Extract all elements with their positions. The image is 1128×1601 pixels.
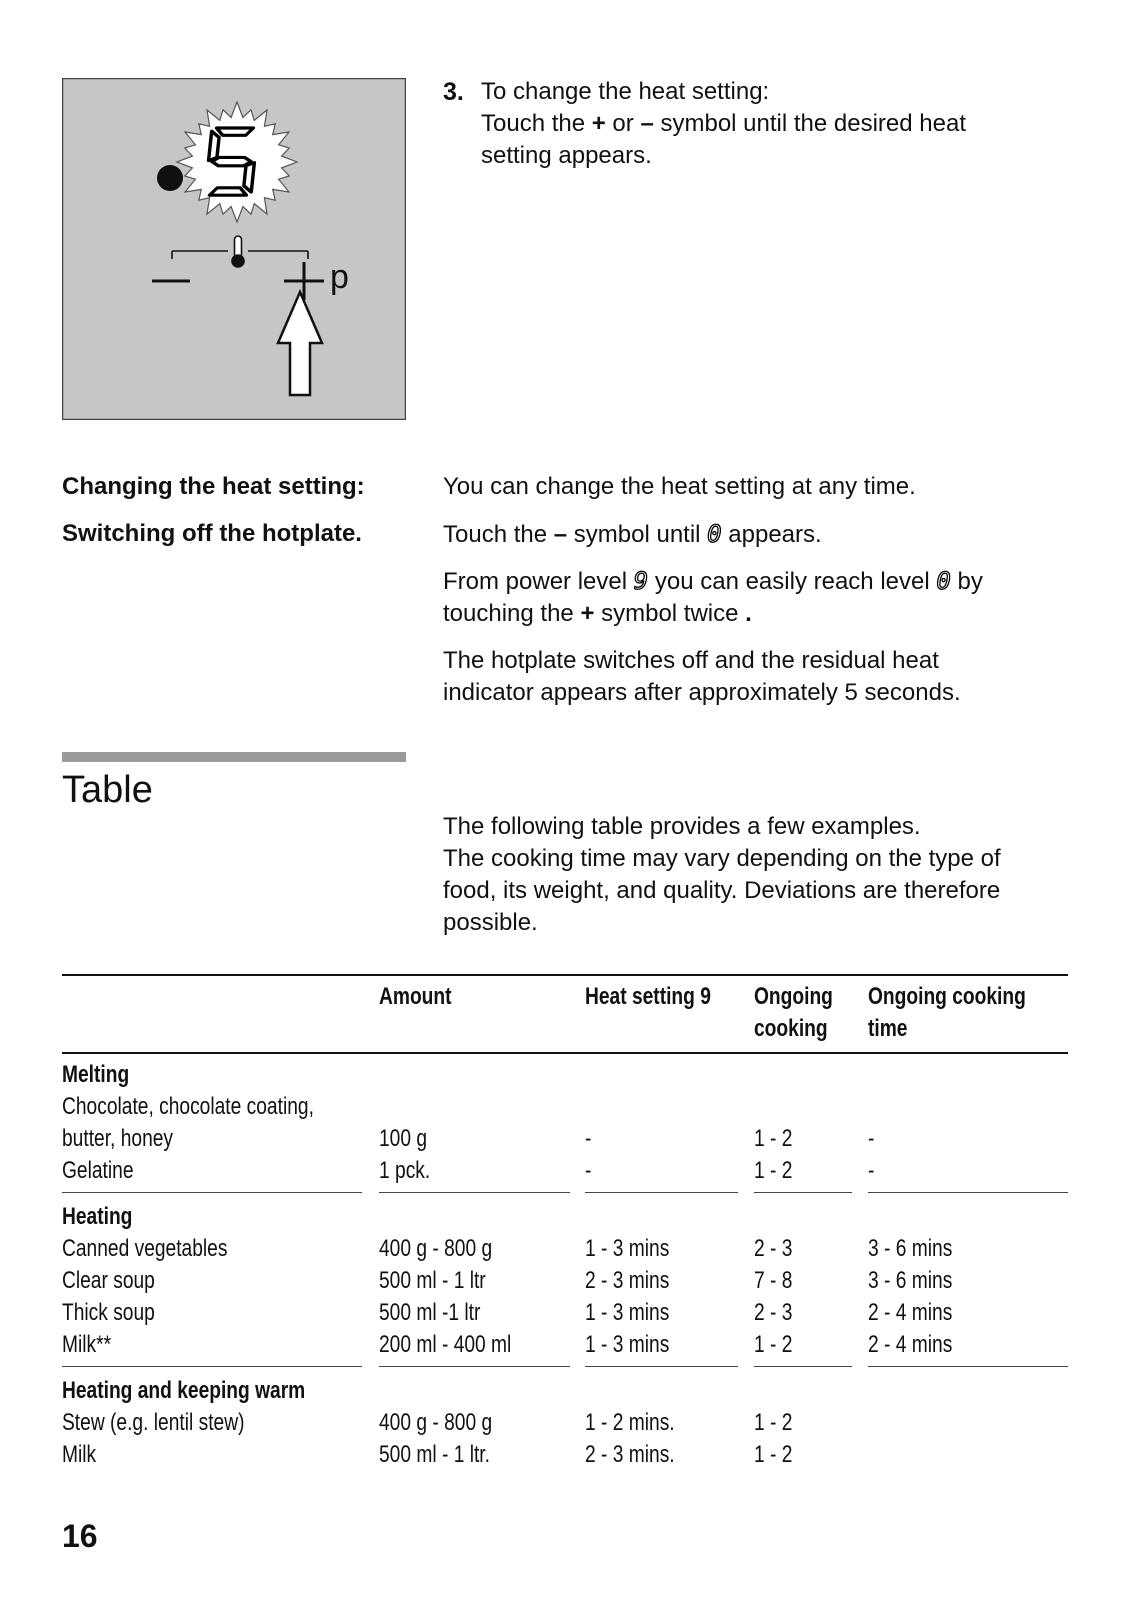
table-row: [62, 1297, 1068, 1329]
table-cell: [379, 1155, 585, 1187]
separator-cell: [868, 1192, 1068, 1193]
table-cell-text: 500 ml - 1 ltr: [379, 1267, 486, 1294]
table-group-title: [62, 1201, 662, 1233]
table-cell: [754, 1155, 868, 1187]
table-cell: [754, 1091, 868, 1123]
table-header-text: Ongoing cooking: [868, 983, 1026, 1010]
table-cell: [754, 1297, 868, 1329]
separator-line: [754, 1192, 852, 1193]
table-cell: [585, 1265, 754, 1297]
separator-line: [379, 1192, 570, 1193]
minus-symbol: –: [553, 521, 568, 548]
display-digit-glyph: 0: [936, 567, 951, 595]
period-symbol: .: [745, 600, 752, 627]
table-group: [62, 1193, 1068, 1367]
table-cell: [754, 1329, 868, 1361]
paragraph-line: The following table provides a few examples.: [443, 813, 921, 840]
table-cell: [62, 1265, 379, 1297]
table-cell-text: 2 - 3: [754, 1235, 793, 1262]
table-group-title-row: [62, 1059, 1068, 1091]
separator-cell: [754, 1366, 868, 1367]
table-cell: [62, 1329, 379, 1361]
text-fragment: touching the: [443, 600, 581, 627]
table-cell: [868, 1091, 1068, 1123]
table-cell-text: 2 - 3 mins.: [585, 1441, 675, 1468]
table-cell: [62, 1407, 379, 1439]
table-cell: [754, 1265, 868, 1297]
table-cell: [379, 1233, 585, 1265]
separator-cell: [585, 1192, 754, 1193]
paragraph-change-any-time: [443, 471, 916, 503]
page-number: 16: [62, 1518, 98, 1554]
paragraph-line: The hotplate switches off and the residual heat: [443, 647, 939, 674]
separator-line: [868, 1366, 1068, 1367]
table-cell: [585, 1297, 754, 1329]
table-cell: [585, 1155, 754, 1187]
table-cell: [585, 1407, 754, 1439]
separator-line: [379, 1366, 570, 1367]
group-separator: [62, 1192, 1068, 1193]
table-header-text: Amount: [379, 983, 452, 1010]
group-separator: [62, 1366, 1068, 1367]
table-cell: [62, 1439, 379, 1471]
table-cell: [62, 1297, 379, 1329]
separator-cell: [585, 1366, 754, 1367]
table-cell: [379, 1123, 585, 1155]
control-panel-illustration: [62, 78, 406, 420]
table-cell-text: 7 - 8: [754, 1267, 793, 1294]
table-cell-text: -: [868, 1125, 875, 1152]
table-group-title-text: Melting: [62, 1061, 130, 1088]
table-header-text: Ongoing: [754, 983, 833, 1010]
table-cell: [754, 1123, 868, 1155]
separator-cell: [62, 1366, 379, 1367]
table-cell-text: 1 - 2: [754, 1157, 793, 1184]
table-cell-text: 3 - 6 mins: [868, 1267, 953, 1294]
separator-line: [868, 1192, 1068, 1193]
table-cell-text: 2 - 4 mins: [868, 1331, 953, 1358]
paragraph-switch-off: [443, 518, 822, 551]
paragraph-line: [443, 565, 983, 598]
table-cell-text: Thick soup: [62, 1299, 155, 1326]
separator-line: [585, 1366, 738, 1367]
table-header-cell: [754, 981, 868, 1045]
table-cell: [868, 1233, 1068, 1265]
text-fragment: by: [950, 568, 983, 595]
plus-symbol: +: [580, 600, 595, 627]
separator-line: [754, 1366, 852, 1367]
table-cell-text: 1 - 2 mins.: [585, 1409, 675, 1436]
table-header-text: cooking: [754, 1015, 828, 1042]
table-cell: [868, 1297, 1068, 1329]
table-cell-text: 100 g: [379, 1125, 428, 1152]
table-group-title: [62, 1059, 662, 1091]
table-cell-text: 1 pck.: [379, 1157, 431, 1184]
plus-symbol: +: [591, 110, 606, 137]
table-group-title-row: [62, 1375, 1068, 1407]
paragraph-line: [443, 518, 822, 551]
table-cell: [868, 1155, 1068, 1187]
section-title: Table: [62, 769, 153, 811]
table-cell: [585, 1123, 754, 1155]
separator-cell: [379, 1366, 585, 1367]
table-row: [62, 1439, 1068, 1471]
table-cell: [379, 1439, 585, 1471]
table-cell: [379, 1329, 585, 1361]
table-row: [62, 1155, 1068, 1187]
table-cell-text: 2 - 3 mins: [585, 1267, 670, 1294]
table-cell-text: 400 g - 800 g: [379, 1409, 493, 1436]
paragraph-line: indicator appears after approximately 5 seconds.: [443, 679, 961, 706]
separator-cell: [754, 1192, 868, 1193]
text-fragment: From power level: [443, 568, 634, 595]
table-cell: [62, 1233, 379, 1265]
text-fragment: Touch the: [443, 521, 554, 548]
table-cell: [868, 1407, 1068, 1439]
table-cell-text: 1 - 3 mins: [585, 1235, 670, 1262]
table-header-text: [585, 1013, 754, 1045]
table-cell-text: 500 ml -1 ltr: [379, 1299, 481, 1326]
paragraph-shortcut: [443, 565, 983, 630]
step-line: [481, 108, 966, 140]
table-group-title-text: Heating: [62, 1203, 133, 1230]
text-fragment: symbol until: [567, 521, 708, 548]
table-cell: [379, 1297, 585, 1329]
table-header-cell: [868, 981, 1068, 1045]
text-fragment: Touch the: [481, 110, 592, 137]
power-boost-label: p: [330, 258, 349, 296]
text-fragment: or: [605, 110, 641, 137]
table-cell-text: Chocolate, chocolate coating,: [62, 1093, 314, 1120]
table-cell: [868, 1329, 1068, 1361]
table-cell: [585, 1091, 754, 1123]
table-group-title-row: [62, 1201, 1068, 1233]
table-cell-text: 1 - 2: [754, 1125, 793, 1152]
table-row: [62, 1233, 1068, 1265]
table-cell-text: Milk: [62, 1441, 97, 1468]
table-cell-text: Clear soup: [62, 1267, 155, 1294]
step-number: 3.: [443, 78, 464, 106]
text-fragment: appears.: [721, 521, 822, 548]
step-title: To change the heat setting:: [481, 78, 770, 105]
text-fragment: you can easily reach level: [648, 568, 937, 595]
display-segment-f: [209, 131, 220, 160]
table-header-text: [379, 1013, 585, 1045]
table-cell-text: -: [585, 1157, 592, 1184]
paragraph-line: You can change the heat setting at any time.: [443, 473, 916, 500]
table-cell-text: 2 - 4 mins: [868, 1299, 953, 1326]
table-group-title: [62, 1375, 662, 1407]
table-cell: [868, 1439, 1068, 1471]
table-cell-text: 1 - 2: [754, 1441, 793, 1468]
paragraph-line: The cooking time may vary depending on the type of: [443, 845, 1001, 872]
table-cell-text: butter, honey: [62, 1125, 174, 1152]
table-cell: [62, 1155, 379, 1187]
table-cell-text: -: [868, 1157, 875, 1184]
minus-symbol: –: [640, 110, 654, 137]
label-changing-heat-setting: Changing the heat setting:: [62, 473, 365, 500]
table-cell-text: 500 ml - 1 ltr.: [379, 1441, 490, 1468]
table-cell: [868, 1265, 1068, 1297]
separator-line: [585, 1192, 738, 1193]
separator-cell: [868, 1366, 1068, 1367]
table-header-cell: [379, 981, 585, 1045]
table-cell: [754, 1233, 868, 1265]
separator-line: [62, 1366, 362, 1367]
table-cell: [379, 1265, 585, 1297]
table-group-title-text: Heating and keeping warm: [62, 1377, 306, 1404]
table-cell: [585, 1439, 754, 1471]
table-cell: [754, 1439, 868, 1471]
table-cell-text: Milk**: [62, 1331, 112, 1358]
label-switching-off: Switching off the hotplate.: [62, 520, 362, 547]
table-cell-text: 1 - 3 mins: [585, 1331, 670, 1358]
display-segment-a: [216, 128, 254, 135]
table-row: [62, 1265, 1068, 1297]
table-cell: [754, 1407, 868, 1439]
separator-cell: [379, 1192, 585, 1193]
section-rule: [62, 752, 406, 762]
table-cell-text: 400 g - 800 g: [379, 1235, 493, 1262]
table-row: [62, 1329, 1068, 1361]
table-cell-text: 2 - 3: [754, 1299, 793, 1326]
table-header-cell-empty: [62, 981, 379, 1045]
table-cell: [379, 1091, 585, 1123]
display-digit-glyph: 0: [707, 520, 722, 548]
paragraph-line: [443, 598, 983, 630]
table-header-text: Heat setting 9: [585, 983, 711, 1010]
table-cell: [379, 1407, 585, 1439]
table-cell-text: Gelatine: [62, 1157, 134, 1184]
table-cell-text: 1 - 2: [754, 1331, 793, 1358]
table-cell: [62, 1123, 379, 1155]
cooking-table: [62, 974, 1068, 1471]
table-header-text: time: [868, 1015, 908, 1042]
table-cell: [868, 1123, 1068, 1155]
separator-line: [62, 1192, 362, 1193]
display-segment-c: [243, 163, 254, 192]
table-cell-text: Canned vegetables: [62, 1235, 228, 1262]
paragraph-line: food, its weight, and quality. Deviations are therefore: [443, 877, 1001, 904]
table-cell-text: Stew (e.g. lentil stew): [62, 1409, 245, 1436]
paragraph-residual-heat: [443, 645, 961, 709]
step-line: setting appears.: [481, 142, 652, 169]
step-text: [481, 76, 966, 172]
heat-indicator-dot-icon: [157, 165, 183, 191]
text-fragment: symbol twice: [594, 600, 746, 627]
table-row: [62, 1091, 1068, 1123]
table-row: [62, 1123, 1068, 1155]
table-cell: [585, 1329, 754, 1361]
paragraph-line: possible.: [443, 909, 538, 936]
table-cell-text: 3 - 6 mins: [868, 1235, 953, 1262]
table-row: [62, 1407, 1068, 1439]
table-cell: [585, 1233, 754, 1265]
table-cell-text: 1 - 3 mins: [585, 1299, 670, 1326]
table-header: [62, 974, 1068, 1054]
table-cell-text: 200 ml - 400 ml: [379, 1331, 512, 1358]
table-header-cell: [585, 981, 754, 1045]
table-cell: [62, 1091, 379, 1123]
table-group: [62, 1367, 1068, 1471]
table-cell-text: -: [585, 1125, 592, 1152]
separator-cell: [62, 1192, 379, 1193]
display-segment-d: [210, 188, 248, 195]
table-cell-text: 1 - 2: [754, 1409, 793, 1436]
step-3: [443, 76, 1063, 172]
table-intro: [443, 811, 1001, 939]
table-group: [62, 1054, 1068, 1193]
text-fragment: symbol until the desired heat: [653, 110, 966, 137]
display-digit-glyph: 9: [633, 567, 649, 595]
